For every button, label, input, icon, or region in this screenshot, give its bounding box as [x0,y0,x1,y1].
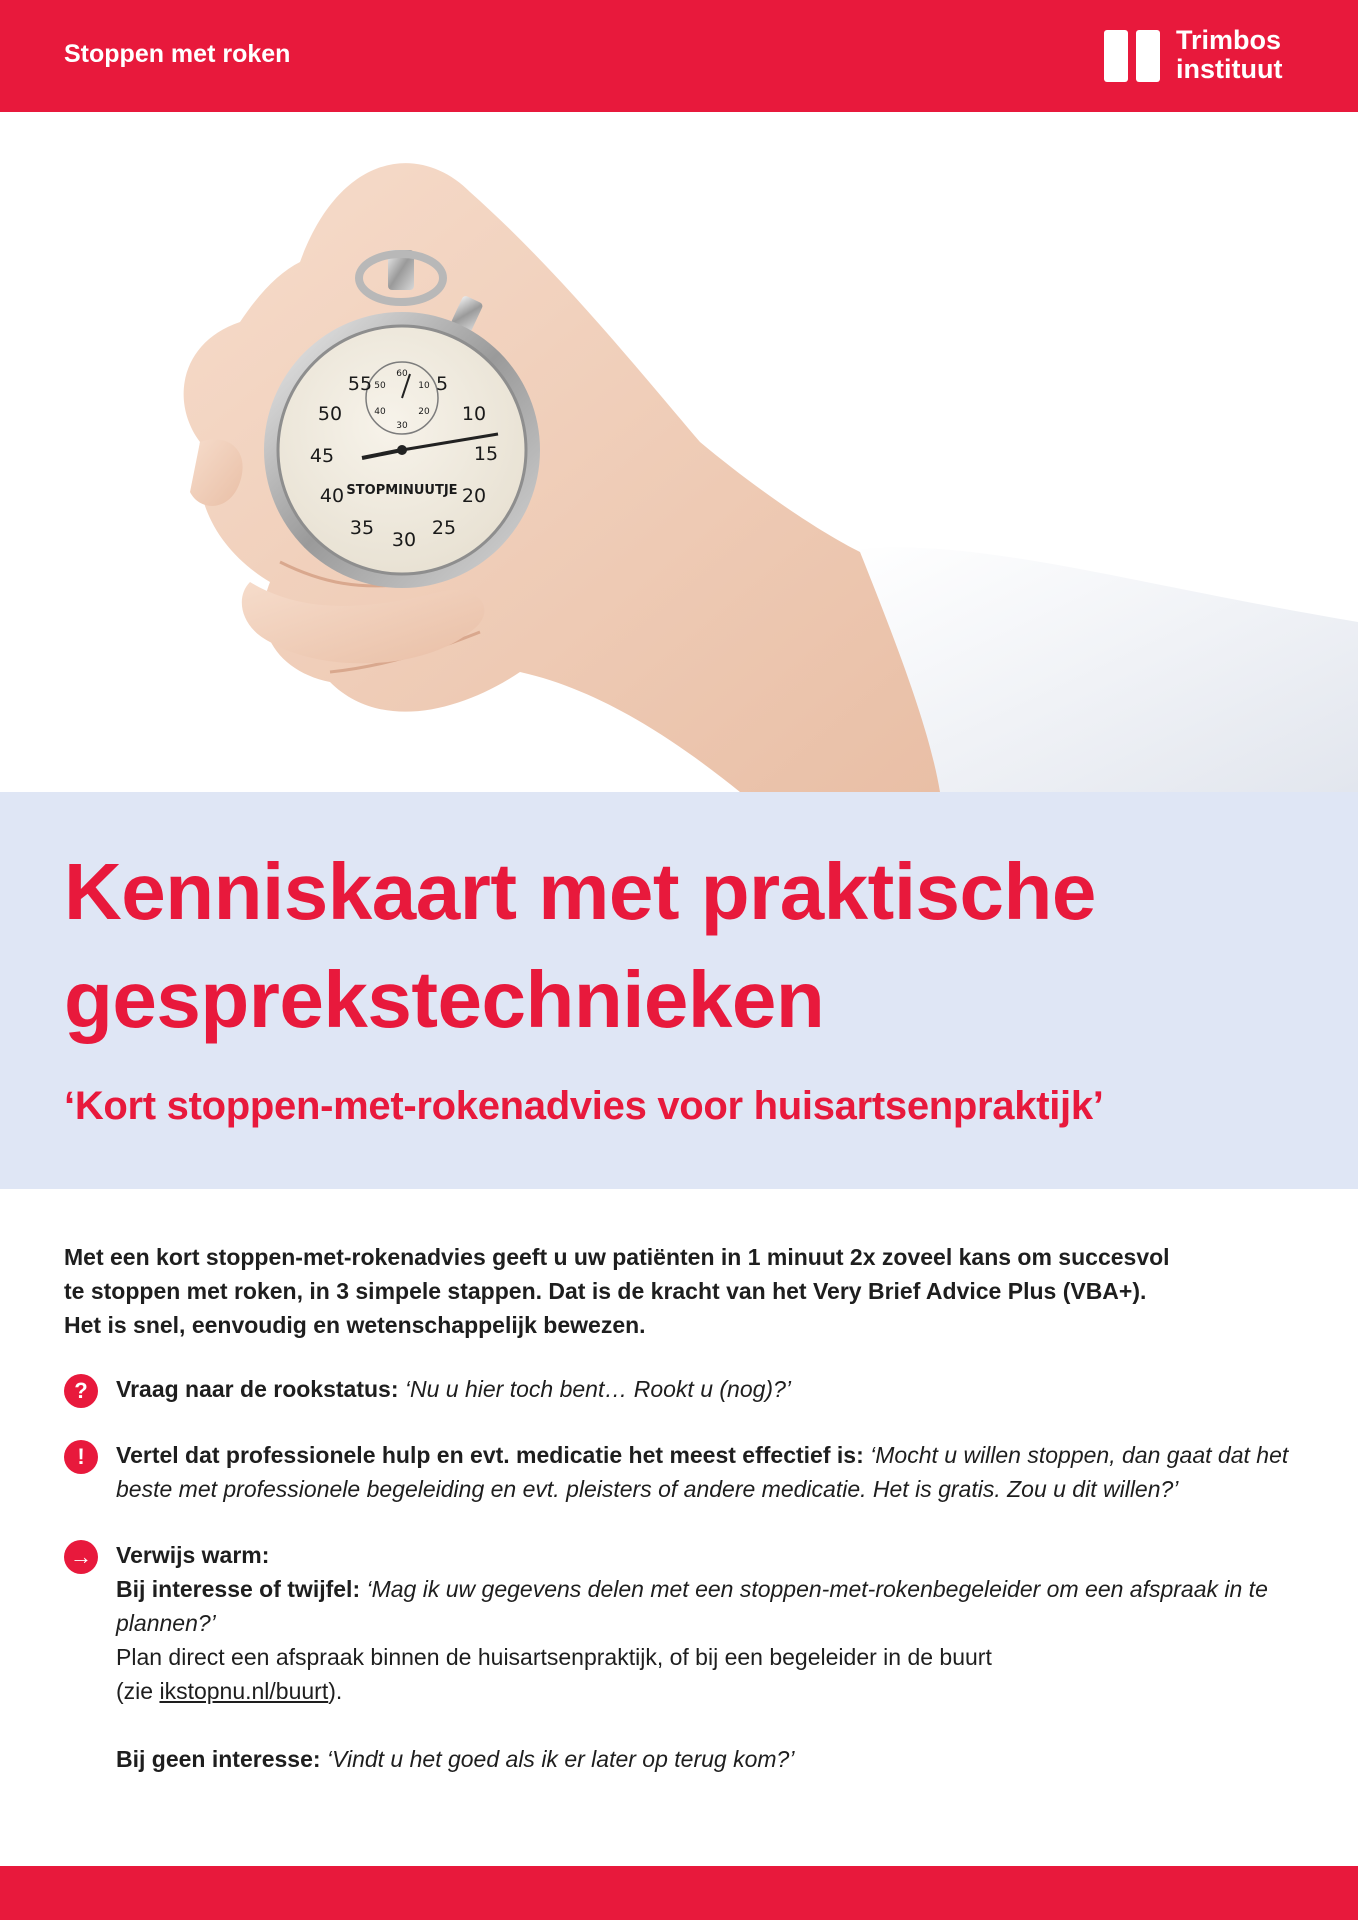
spacer [116,1708,1304,1742]
logo-bar-left [1104,30,1128,82]
header-topic: Stoppen met roken [64,40,291,68]
step-quote: ‘Nu u hier toch bent… Rookt u (nog)?’ [404,1376,791,1402]
dial-number: 10 [461,403,487,425]
header-bar [0,0,1358,112]
intro-line-1: Met een kort stoppen-met-rokenadvies geeft u uw patiënten in 1 minuut 2x zoveel kans om succesvol [64,1244,1170,1270]
intro-line-3: Het is snel, eenvoudig en wetenschappelijk bewezen. [64,1312,646,1338]
subdial-number: 10 [418,381,430,391]
page-subtitle: ‘Kort stoppen-met-rokenadvies voor huisartsenpraktijk’ [64,1084,1104,1128]
logo-line-2: instituut [1176,54,1283,84]
no-interest-quote: ‘Vindt u het goed als ik er later op terug kom?’ [326,1746,795,1772]
subdial-number: 30 [396,421,408,431]
subdial-number: 60 [396,369,408,379]
subdial-number: 50 [374,381,386,391]
title-line-1: Kenniskaart met praktische [64,847,1096,936]
step-label: Vraag naar de rookstatus: [116,1376,399,1402]
dial-number: 40 [319,485,345,507]
step-refer [64,1538,1304,1776]
logo-bar-right [1136,30,1160,82]
plan-text: Plan direct een afspraak binnen de huisartsenpraktijk, of bij een begeleider in de buurt [116,1644,992,1670]
logo-text [1176,26,1282,84]
arrow-right-icon: → [64,1540,98,1574]
hero-photo-stopwatch-hand [0,112,1358,792]
no-interest-label: Bij geen interesse: [116,1746,321,1772]
see-suffix: ). [328,1678,343,1704]
content [64,1240,1304,1776]
step-label: Vertel dat professionele hulp en evt. medicatie het meest effectief is: [116,1442,864,1468]
no-interest-block [116,1742,1304,1776]
intro-line-2: te stoppen met roken, in 3 simpele stappen. Dat is de kracht van het Very Brief Advice Plus (VBA+). [64,1278,1147,1304]
subdial-number: 20 [418,407,430,417]
dial-number: 5 [435,373,449,395]
interest-label: Bij interesse of twijfel: [116,1576,361,1602]
footer-bar [0,1866,1358,1920]
logo-line-1: Trimbos [1176,25,1282,55]
question-mark-icon: ? [64,1374,98,1408]
title-line-2: gesprekstechnieken [64,955,825,1044]
stopwatch-label: STOPMINUUTJE [346,483,458,498]
see-line [116,1674,1304,1708]
step-quote: ‘Mocht u willen stoppen, dan gaat dat het beste met professionele begeleiding en evt. pleisters of andere medicatie. Het is gratis. Zou u dit willen?’ [116,1442,1289,1502]
step-ask [64,1372,1304,1406]
step-label: Verwijs warm: [116,1542,270,1568]
ikstopnu-link[interactable]: ikstopnu.nl/buurt [159,1678,329,1704]
step-advise [64,1438,1304,1506]
subdial-number: 40 [374,407,386,417]
interest-block [116,1572,1304,1640]
dial-number: 15 [473,443,499,465]
exclamation-icon: ! [64,1440,98,1474]
dial-number: 30 [391,529,417,551]
dial-number: 50 [317,403,343,425]
stopwatch-hand-illustration [0,112,1358,792]
intro-paragraph [64,1240,1304,1342]
dial-number: 45 [309,445,335,467]
dial-number: 25 [431,517,457,539]
title-band [0,792,1358,1189]
page-title [64,838,1324,1054]
dial-number: 35 [349,517,375,539]
dial-number: 20 [461,485,487,507]
interest-quote: ‘Mag ik uw gegevens delen met een stoppen-met-rokenbegeleider om een afspraak in te plannen?’ [116,1576,1268,1636]
see-prefix: (zie [116,1678,160,1704]
dial-number: 55 [347,373,373,395]
